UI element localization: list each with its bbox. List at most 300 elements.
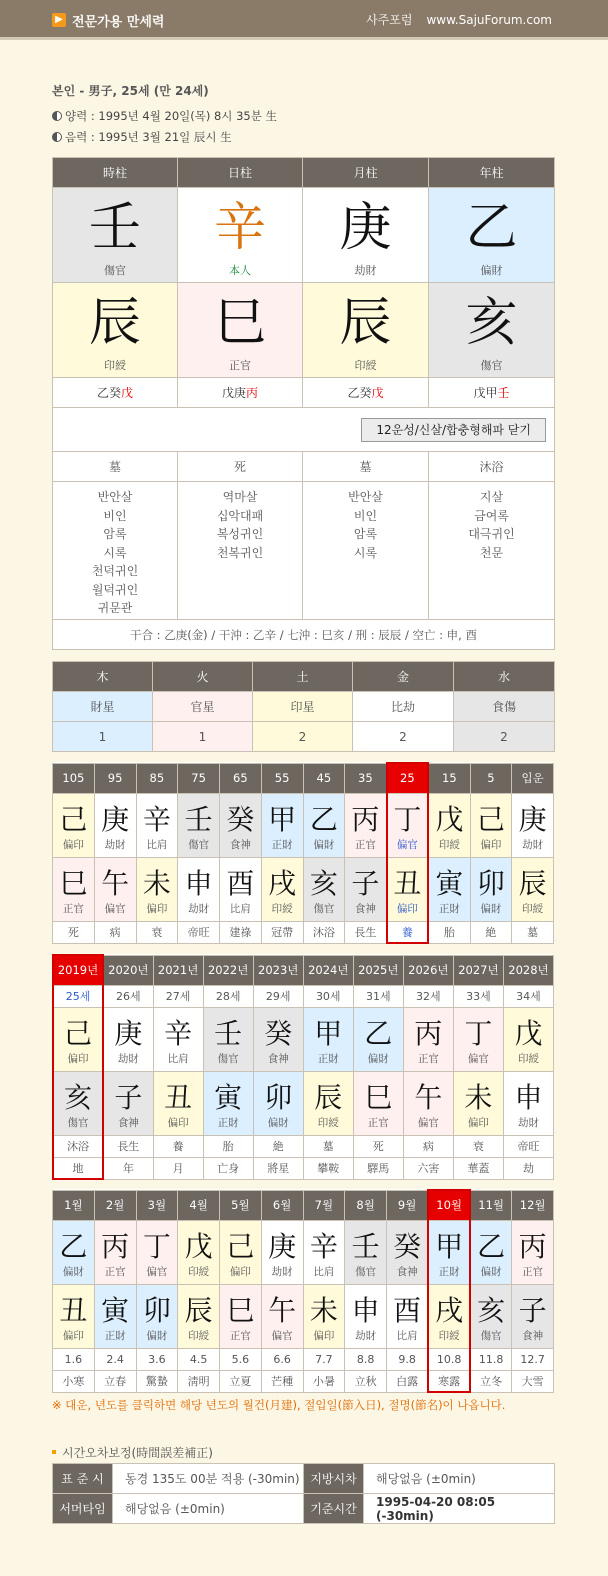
monthly-branch-char: 亥 xyxy=(477,1294,506,1327)
element-count: 2 xyxy=(353,722,454,752)
correction-title-text: 시간오차보정(時間誤差補正) xyxy=(62,1446,213,1460)
monthly-header[interactable]: 10월 xyxy=(428,1190,470,1220)
yearly-stem-char: 丙 xyxy=(414,1017,443,1050)
yearly-branch-char: 卯 xyxy=(264,1081,293,1114)
spirit-star: 복성귀인 xyxy=(216,527,264,541)
daewoon-branch-char: 寅 xyxy=(435,867,464,900)
element-name: 土 xyxy=(253,662,353,692)
daewoon-stage: 胎 xyxy=(428,921,470,943)
correction-value: 해당없음 (±0min) xyxy=(364,1464,555,1494)
daewoon-stem-label: 印綬 xyxy=(438,839,460,851)
daewoon-header[interactable]: 35 xyxy=(345,763,387,793)
four-pillars-table xyxy=(52,157,555,650)
monthly-stem-label: 偏印 xyxy=(229,1266,251,1278)
yearly-stem[interactable] xyxy=(503,1007,553,1071)
yearly-spirit: 將星 xyxy=(253,1157,303,1179)
monthly-date: 8.8 xyxy=(345,1348,387,1370)
daewoon-stem-label: 傷官 xyxy=(188,839,210,851)
spirit-star: 십악대패 xyxy=(216,508,264,523)
daewoon-stem-row xyxy=(53,793,554,857)
yearly-branch[interactable] xyxy=(53,1071,103,1135)
solar-date: 양력 : 1995년 4월 20일(목) 8시 35분 生 xyxy=(65,109,277,123)
yearly-branch[interactable] xyxy=(153,1071,203,1135)
yearly-stem[interactable] xyxy=(103,1007,153,1071)
yearly-header[interactable]: 2025년 xyxy=(353,955,403,985)
daewoon-branch-char: 午 xyxy=(101,867,130,900)
monthly-date: 11.8 xyxy=(470,1348,512,1370)
monthly-branch[interactable] xyxy=(178,1284,220,1348)
monthly-branch[interactable] xyxy=(303,1284,345,1348)
daewoon-stage-row xyxy=(53,921,554,943)
daewoon-branch-label: 偏財 xyxy=(480,903,502,915)
yearly-spirit-row xyxy=(53,1157,554,1179)
yearly-stage: 養 xyxy=(153,1135,203,1157)
daewoon-header[interactable]: 75 xyxy=(178,763,220,793)
pillar-header: 年柱 xyxy=(429,158,555,188)
monthly-date-row xyxy=(53,1348,554,1370)
monthly-stem-char: 癸 xyxy=(393,1230,422,1263)
monthly-header[interactable]: 5월 xyxy=(220,1190,262,1220)
monthly-stem[interactable] xyxy=(512,1220,554,1284)
daewoon-branch[interactable] xyxy=(94,857,136,921)
hidden-stems-cell xyxy=(429,378,555,408)
spirit-star: 금여록 xyxy=(474,508,509,523)
life-stage: 死 xyxy=(178,452,303,482)
yearly-stem-label: 正財 xyxy=(317,1053,339,1065)
daewoon-stem-label: 劫財 xyxy=(522,839,544,851)
yearly-age: 26세 xyxy=(103,985,153,1007)
yearly-branch-label: 正財 xyxy=(217,1117,239,1129)
stem-label: 劫財 xyxy=(354,264,377,277)
monthly-stem-row xyxy=(53,1220,554,1284)
stars-close-button[interactable]: 12운성/신살/합충형해파 닫기 xyxy=(361,418,546,442)
correction-key: 지방시차 xyxy=(304,1464,364,1494)
daewoon-branch-label: 食神 xyxy=(354,903,376,915)
monthly-term: 寒露 xyxy=(428,1370,470,1392)
monthly-header[interactable]: 9월 xyxy=(387,1190,429,1220)
monthly-stem[interactable] xyxy=(387,1220,429,1284)
daewoon-header[interactable]: 입운 xyxy=(512,763,554,793)
yearly-header[interactable]: 2026년 xyxy=(403,955,453,985)
monthly-date: 1.6 xyxy=(53,1348,95,1370)
monthly-stem-label: 印綬 xyxy=(188,1266,210,1278)
yearly-branch-char: 午 xyxy=(414,1081,443,1114)
daewoon-branch[interactable] xyxy=(428,857,470,921)
yearly-header[interactable]: 2027년 xyxy=(453,955,503,985)
yearly-header[interactable]: 2020년 xyxy=(103,955,153,985)
stem-label: 本人 xyxy=(229,264,251,277)
yearly-age: 25세 xyxy=(53,985,103,1007)
daewoon-branch-label: 偏官 xyxy=(104,903,126,915)
monthly-stem-label: 偏財 xyxy=(480,1266,502,1278)
yearly-stem-label: 印綬 xyxy=(517,1053,539,1065)
daewoon-stem[interactable] xyxy=(512,793,554,857)
yearly-stem[interactable] xyxy=(353,1007,403,1071)
monthly-branch-char: 巳 xyxy=(226,1294,255,1327)
daewoon-branch[interactable] xyxy=(303,857,345,921)
monthly-date: 3.6 xyxy=(136,1348,178,1370)
daewoon-stem[interactable] xyxy=(94,793,136,857)
stem-label: 傷官 xyxy=(104,264,126,277)
yearly-stem-char: 丁 xyxy=(464,1017,493,1050)
monthly-branch-label: 印綬 xyxy=(438,1330,460,1342)
yearly-stem-label: 偏印 xyxy=(67,1053,89,1065)
life-stage: 沐浴 xyxy=(429,452,555,482)
yearly-branch-char: 子 xyxy=(114,1081,143,1114)
monthly-branch[interactable] xyxy=(94,1284,136,1348)
daewoon-branch-label: 比肩 xyxy=(229,903,251,915)
spirit-star: 귀문관 xyxy=(97,601,133,615)
yearly-stem[interactable] xyxy=(53,1007,103,1071)
yearly-stem[interactable] xyxy=(303,1007,353,1071)
yearly-header[interactable]: 2024년 xyxy=(303,955,353,985)
daewoon-stem[interactable] xyxy=(136,793,178,857)
daewoon-stem[interactable] xyxy=(303,793,345,857)
yearly-branch[interactable] xyxy=(253,1071,303,1135)
monthly-header[interactable]: 6월 xyxy=(261,1190,303,1220)
yearly-branch-label: 印綬 xyxy=(317,1117,339,1129)
daewoon-header[interactable]: 95 xyxy=(94,763,136,793)
monthly-stem[interactable] xyxy=(428,1220,470,1284)
yearly-spirit: 地 xyxy=(53,1157,103,1179)
daewoon-stem-char: 癸 xyxy=(226,803,255,836)
branch-label: 印綬 xyxy=(354,359,377,372)
yearly-stem[interactable] xyxy=(153,1007,203,1071)
arrow-right-icon: ▶ xyxy=(52,13,66,27)
branch-char: 巳 xyxy=(213,293,266,353)
element-header-row xyxy=(53,662,555,692)
daewoon-header[interactable]: 55 xyxy=(261,763,303,793)
yearly-header[interactable]: 2028년 xyxy=(503,955,553,985)
daewoon-stem-label: 正官 xyxy=(354,839,376,851)
spirit-star: 천덕귀인 xyxy=(91,564,139,578)
monthly-date: 2.4 xyxy=(94,1348,136,1370)
daewoon-stem-label: 比肩 xyxy=(146,839,168,851)
spirit-stars-row xyxy=(53,482,555,620)
monthly-header[interactable]: 4월 xyxy=(178,1190,220,1220)
branch-label: 正官 xyxy=(229,359,251,372)
element-name: 水 xyxy=(454,662,555,692)
daewoon-branch[interactable] xyxy=(387,857,429,921)
monthly-header[interactable]: 7월 xyxy=(303,1190,345,1220)
yearly-branch-char: 巳 xyxy=(364,1081,393,1114)
branch-row xyxy=(53,283,555,378)
daewoon-header[interactable]: 65 xyxy=(220,763,262,793)
yearly-stem-char: 乙 xyxy=(364,1017,393,1050)
bullet-icon xyxy=(52,1450,56,1454)
daewoon-stage: 養 xyxy=(387,921,429,943)
monthly-stem[interactable] xyxy=(53,1220,95,1284)
monthly-branch-label: 劫財 xyxy=(355,1330,377,1342)
element-group: 比劫 xyxy=(353,692,454,722)
stem-char: 乙 xyxy=(465,198,518,258)
daewoon-branch[interactable] xyxy=(261,857,303,921)
daewoon-stem-char: 乙 xyxy=(309,803,338,836)
monthly-header[interactable]: 3월 xyxy=(136,1190,178,1220)
monthly-date: 10.8 xyxy=(428,1348,470,1370)
daewoon-header[interactable]: 85 xyxy=(136,763,178,793)
branch-cell xyxy=(303,283,429,378)
daewoon-header[interactable]: 45 xyxy=(303,763,345,793)
hidden-stems: 乙癸 xyxy=(347,386,372,400)
yearly-spirit: 月 xyxy=(153,1157,203,1179)
branch-char: 辰 xyxy=(339,293,392,353)
monthly-branch[interactable] xyxy=(220,1284,262,1348)
daewoon-stem-label: 偏官 xyxy=(396,839,418,851)
monthly-stem-char: 乙 xyxy=(59,1230,88,1263)
monthly-branch-label: 印綬 xyxy=(188,1330,210,1342)
spirit-star: 월덕귀인 xyxy=(91,582,139,597)
yearly-branch-label: 食神 xyxy=(117,1117,139,1129)
element-group: 官星 xyxy=(153,692,253,722)
spirit-star: 천복귀인 xyxy=(216,545,264,560)
yearly-spirit: 攀鞍 xyxy=(303,1157,353,1179)
hidden-stems: 戊甲 xyxy=(473,386,498,400)
hidden-stems-cell xyxy=(53,378,178,408)
spirit-star: 지살 xyxy=(479,490,504,504)
yearly-branch[interactable] xyxy=(453,1071,503,1135)
yearly-branch-char: 未 xyxy=(464,1081,493,1114)
yearly-branch[interactable] xyxy=(353,1071,403,1135)
yearly-spirit: 華蓋 xyxy=(453,1157,503,1179)
yearly-branch[interactable] xyxy=(503,1071,553,1135)
daewoon-branch[interactable] xyxy=(178,857,220,921)
monthly-stem-char: 己 xyxy=(226,1230,255,1263)
yearly-branch-char: 申 xyxy=(514,1081,543,1114)
yearly-spirit: 年 xyxy=(103,1157,153,1179)
branch-cell xyxy=(178,283,303,378)
spirit-star: 암록 xyxy=(103,527,127,541)
yearly-spirit: 劫 xyxy=(503,1157,553,1179)
yearly-stage: 沐浴 xyxy=(53,1135,103,1157)
yearly-branch-label: 正官 xyxy=(367,1117,389,1129)
daewoon-stage: 墓 xyxy=(512,921,554,943)
yearly-stem-char: 甲 xyxy=(314,1017,343,1050)
yearly-branch[interactable] xyxy=(403,1071,453,1135)
spirit-star: 대극귀인 xyxy=(468,527,515,541)
monthly-branch-char: 酉 xyxy=(393,1294,422,1327)
monthly-branch-char: 丑 xyxy=(59,1294,88,1327)
correction-key: 서머타임 xyxy=(53,1494,113,1524)
monthly-stem-char: 丁 xyxy=(142,1230,171,1263)
monthly-stem[interactable] xyxy=(470,1220,512,1284)
daewoon-branch[interactable] xyxy=(470,857,512,921)
yearly-stem[interactable] xyxy=(253,1007,303,1071)
correction-value: 해당없음 (±0min) xyxy=(113,1494,304,1524)
daewoon-stem-char: 戊 xyxy=(435,803,464,836)
daewoon-stem[interactable] xyxy=(470,793,512,857)
daewoon-branch-row xyxy=(53,857,554,921)
yearly-stem-label: 傷官 xyxy=(217,1053,239,1065)
daewoon-stem[interactable] xyxy=(220,793,262,857)
element-group: 財星 xyxy=(53,692,153,722)
monthly-branch[interactable] xyxy=(261,1284,303,1348)
daewoon-header[interactable]: 105 xyxy=(53,763,95,793)
monthly-branch-char: 卯 xyxy=(142,1294,171,1327)
daewoon-branch[interactable] xyxy=(345,857,387,921)
correction-title xyxy=(52,1444,213,1461)
daewoon-stem-label: 偏印 xyxy=(480,839,502,851)
element-count: 1 xyxy=(53,722,153,752)
monthly-stem-char: 丙 xyxy=(101,1230,130,1263)
element-group: 印星 xyxy=(253,692,353,722)
daewoon-branch-char: 子 xyxy=(351,867,380,900)
monthly-stem[interactable] xyxy=(178,1220,220,1284)
daewoon-stem[interactable] xyxy=(261,793,303,857)
monthly-header[interactable]: 8월 xyxy=(345,1190,387,1220)
daewoon-stage: 建祿 xyxy=(220,921,262,943)
daewoon-stage: 衰 xyxy=(136,921,178,943)
spirit-stars-cell xyxy=(53,482,178,620)
yearly-stage: 病 xyxy=(403,1135,453,1157)
yearly-header[interactable]: 2023년 xyxy=(253,955,303,985)
stem-cell-self xyxy=(178,188,303,283)
monthly-branch[interactable] xyxy=(428,1284,470,1348)
monthly-header[interactable]: 11월 xyxy=(470,1190,512,1220)
yearly-age: 33세 xyxy=(453,985,503,1007)
yearly-branch[interactable] xyxy=(303,1071,353,1135)
daewoon-branch-char: 辰 xyxy=(518,867,547,900)
daewoon-stage: 死 xyxy=(53,921,95,943)
monthly-branch[interactable] xyxy=(387,1284,429,1348)
yearly-luck-table xyxy=(52,954,554,1180)
daewoon-stem[interactable] xyxy=(387,793,429,857)
half-moon-icon xyxy=(52,111,62,121)
daewoon-stem[interactable] xyxy=(345,793,387,857)
monthly-branch-char: 未 xyxy=(309,1294,338,1327)
daewoon-header[interactable]: 25 xyxy=(387,763,429,793)
monthly-stem-char: 戊 xyxy=(184,1230,213,1263)
yearly-branch-label: 傷官 xyxy=(67,1117,89,1129)
daewoon-header[interactable]: 5 xyxy=(470,763,512,793)
daewoon-branch[interactable] xyxy=(512,857,554,921)
monthly-stem-char: 甲 xyxy=(435,1230,464,1263)
spirit-star: 비인 xyxy=(353,508,378,523)
monthly-branch-char: 辰 xyxy=(184,1294,213,1327)
daewoon-stem[interactable] xyxy=(428,793,470,857)
daewoon-branch[interactable] xyxy=(53,857,95,921)
yearly-age: 27세 xyxy=(153,985,203,1007)
yearly-stem-row xyxy=(53,1007,554,1071)
stem-label: 偏財 xyxy=(480,264,503,277)
daewoon-stage: 長生 xyxy=(345,921,387,943)
five-elements-table xyxy=(52,661,555,752)
yearly-stem[interactable] xyxy=(453,1007,503,1071)
element-count-row xyxy=(53,722,555,752)
branch-cell xyxy=(53,283,178,378)
monthly-branch[interactable] xyxy=(470,1284,512,1348)
monthly-term: 大雪 xyxy=(512,1370,554,1392)
site-url-link[interactable]: www.SajuForum.com xyxy=(426,13,552,27)
yearly-header[interactable]: 2019년 xyxy=(53,955,103,985)
monthly-branch[interactable] xyxy=(512,1284,554,1348)
monthly-stem-char: 辛 xyxy=(309,1230,338,1263)
daewoon-stage: 沐浴 xyxy=(303,921,345,943)
yearly-stage: 帝旺 xyxy=(503,1135,553,1157)
yearly-header[interactable]: 2021년 xyxy=(153,955,203,985)
stem-char: 壬 xyxy=(88,198,141,258)
daewoon-branch[interactable] xyxy=(220,857,262,921)
monthly-branch-char: 戌 xyxy=(435,1294,464,1327)
monthly-branch[interactable] xyxy=(53,1284,95,1348)
monthly-branch[interactable] xyxy=(345,1284,387,1348)
life-stage: 墓 xyxy=(303,452,429,482)
yearly-branch-label: 偏官 xyxy=(417,1117,439,1129)
monthly-stem-label: 劫財 xyxy=(271,1266,293,1278)
hidden-stems-row xyxy=(53,378,555,408)
yearly-stem[interactable] xyxy=(203,1007,253,1071)
monthly-stem[interactable] xyxy=(94,1220,136,1284)
monthly-branch-label: 偏財 xyxy=(146,1330,168,1342)
lunar-date-line xyxy=(52,129,277,145)
yearly-header[interactable]: 2022년 xyxy=(203,955,253,985)
monthly-stem-label: 偏官 xyxy=(146,1266,168,1278)
monthly-branch-label: 偏印 xyxy=(62,1330,84,1342)
site-name-link[interactable]: 사주포럼 xyxy=(366,13,413,27)
daewoon-stem[interactable] xyxy=(53,793,95,857)
daewoon-branch[interactable] xyxy=(136,857,178,921)
yearly-stage: 絶 xyxy=(253,1135,303,1157)
pillar-header: 日柱 xyxy=(178,158,303,188)
hidden-stems-cell xyxy=(303,378,429,408)
spirit-stars-cell xyxy=(429,482,555,620)
daewoon-branch-char: 申 xyxy=(184,867,213,900)
yearly-stem[interactable] xyxy=(403,1007,453,1071)
monthly-branch-row xyxy=(53,1284,554,1348)
yearly-stem-char: 戊 xyxy=(514,1017,543,1050)
hidden-stem-main: 壬 xyxy=(497,386,510,400)
yearly-stem-char: 癸 xyxy=(264,1017,293,1050)
monthly-stem[interactable] xyxy=(345,1220,387,1284)
daewoon-branch-label: 劫財 xyxy=(188,903,210,915)
hidden-stem-main: 戊 xyxy=(371,386,384,400)
monthly-branch-char: 子 xyxy=(518,1294,547,1327)
correction-value: 1995-04-20 08:05 (-30min) xyxy=(364,1494,555,1524)
monthly-stem[interactable] xyxy=(261,1220,303,1284)
monthly-stem[interactable] xyxy=(136,1220,178,1284)
element-name: 火 xyxy=(153,662,253,692)
monthly-header[interactable]: 1월 xyxy=(53,1190,95,1220)
element-count: 2 xyxy=(253,722,353,752)
daewoon-stage: 病 xyxy=(94,921,136,943)
element-count: 2 xyxy=(454,722,555,752)
daewoon-stem-char: 庚 xyxy=(101,803,130,836)
monthly-term: 立秋 xyxy=(345,1370,387,1392)
yearly-branch[interactable] xyxy=(103,1071,153,1135)
monthly-branch[interactable] xyxy=(136,1284,178,1348)
element-group: 食傷 xyxy=(454,692,555,722)
daewoon-branch-char: 巳 xyxy=(59,867,88,900)
monthly-header-row xyxy=(53,1190,554,1220)
monthly-stem[interactable] xyxy=(220,1220,262,1284)
daewoon-stem[interactable] xyxy=(178,793,220,857)
correction-key: 표 준 시 xyxy=(53,1464,113,1494)
monthly-header[interactable]: 12월 xyxy=(512,1190,554,1220)
yearly-branch[interactable] xyxy=(203,1071,253,1135)
monthly-term: 驚蟄 xyxy=(136,1370,178,1392)
daewoon-header[interactable]: 15 xyxy=(428,763,470,793)
monthly-header[interactable]: 2월 xyxy=(94,1190,136,1220)
monthly-stem-label: 正官 xyxy=(522,1266,544,1278)
yearly-stem-label: 比肩 xyxy=(167,1053,189,1065)
monthly-branch-label: 比肩 xyxy=(396,1330,418,1342)
monthly-branch-char: 申 xyxy=(351,1294,380,1327)
daewoon-branch-label: 正財 xyxy=(438,903,460,915)
yearly-branch-char: 寅 xyxy=(214,1081,243,1114)
monthly-stem[interactable] xyxy=(303,1220,345,1284)
daewoon-branch-label: 偏印 xyxy=(146,903,168,915)
yearly-spirit: 亡身 xyxy=(203,1157,253,1179)
